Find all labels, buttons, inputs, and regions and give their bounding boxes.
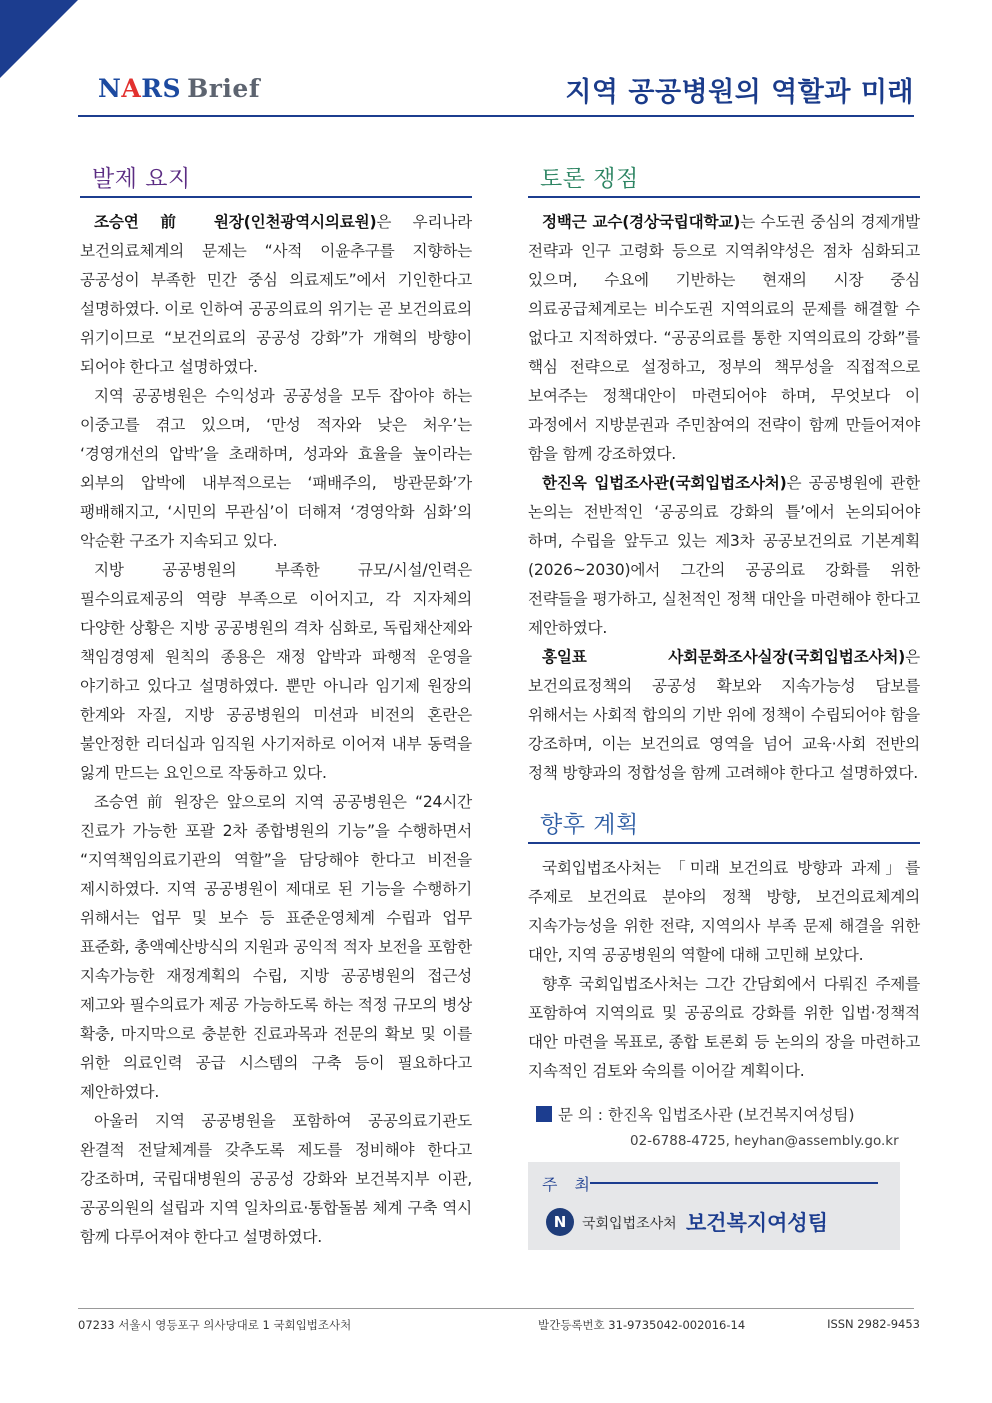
contact-line-1 (536, 1102, 920, 1128)
speaker-name: 홍일표 사회문화조사실장(국회입법조사처) (542, 648, 906, 666)
right-column (528, 160, 920, 1250)
paragraph-text: 는 수도권 중심의 경제개발 전략과 인구 고령화 등으로 지역취약성은 점차 심화되고 있으며, 수요에 기반하는 현재의 시장 중심 의료공급체계로는 비수도권 지역의료의 문제를 해결할 수 없다고 지적하였다. “공공의료를 통한 지역의료의 강화”를 핵심 전략으로 설정하고, 정부의 책무성을 직접적으로 보여주는 정책대안이 마련되어야 하며, 무엇보다 이 과정에서 지방분권과 주민참여의 전략이 함께 만들어져야 함을 함께 강조하였다. (528, 213, 920, 463)
speaker-name: 한진옥 입법조사관(국회입법조사처) (542, 474, 787, 492)
left-column (80, 160, 472, 1252)
plan-paragraph-1: 국회입법조사처는 「미래 보건의료 방향과 과제」를 주제로 보건의료 분야의 정책 방향, 보건의료체계의 지속가능성을 위한 전략, 지역의사 부족 문제 해결을 위한 대안, 지역 공공병원의 역할에 대해 고민해 보았다. (528, 859, 920, 964)
summary-paragraph-1 (80, 208, 472, 382)
debate-body (528, 208, 920, 788)
section-spacer (528, 788, 920, 806)
square-bullet-icon (536, 1106, 552, 1122)
logo-brief: Brief (187, 74, 261, 103)
summary-paragraph-2: 지역 공공병원은 수익성과 공공성을 모두 잡아야 하는 이중고를 겪고 있으며, ‘만성 적자와 낮은 처우’는 ‘경영개선의 압박’을 초래하며, 성과와 효율을 높이라는 외부의 압박에 내부적으로는 ‘패배주의, 방관문화’가 팽배해지고, ‘시민의 무관심’이 더해져 ‘경영악화 심화’의 악순환 구조가 지속되고 있다. (80, 387, 472, 550)
plan-paragraph-2: 향후 국회입법조사처는 그간 간담회에서 다뤄진 주제를 포함하여 지역의료 및 공공의료 강화를 위한 입법·정책적 대안 마련을 목표로, 종합 토론회 등 논의의 장을 마련하고 지속적인 검토와 숙의를 이어갈 계획이다. (528, 975, 920, 1080)
host-label: 주 최 (542, 1175, 596, 1194)
footer-divider (78, 1308, 914, 1309)
footer-address: 07233 서울시 영등포구 의사당대로 1 국회입법조사처 (78, 1318, 352, 1332)
debate-heading: 토론 쟁점 (528, 160, 920, 198)
summary-paragraph-4: 조승연 前 원장은 앞으로의 지역 공공병원은 “24시간 진료가 가능한 포괄 2차 종합병원의 기능”을 수행하면서 “지역책임의료기관의 역할”을 담당해야 한다고 비전을 제시하였다. 지역 공공병원이 제대로 된 기능을 수행하기 위해서는 업무 및 보수 등 표준운영체계 수립과 업무 표준화, 총액예산방식의 지원과 공익적 적자 보전을 포함한 지속가능한 재정계획의 수립, 지방 공공병원의 접근성 제고와 필수의료가 제공 가능하도록 하는 적정 규모의 병상 확충, 마지막으로 충분한 진료과목과 전문의 확보 및 이를 위한 의료인력 공급 시스템의 구축 등이 필요하다고 제안하였다. (80, 793, 472, 1101)
corner-triangle (0, 0, 78, 78)
contact-person: 문 의 : 한진옥 입법조사관 (보건복지여성팀) (558, 1106, 855, 1124)
footer-registration-number: 발간등록번호 31-9735042-002016-14 (538, 1318, 746, 1332)
summary-paragraph-3: 지방 공공병원의 부족한 규모/시설/인력은 필수의료제공의 역량 부족으로 이어지고, 각 지자체의 다양한 상황은 지방 공공병원의 격차 심화로, 독립채산제와 책임경영제 원칙의 종용은 재정 압박과 파행적 운영을 야기하고 있다고 설명하였다. 뿐만 아니라 임기제 원장의 한계와 자질, 지방 공공병원의 미션과 비전의 혼란은 불안정한 리더십과 임직원 사기저하로 이어져 내부 동력을 잃게 만드는 요인으로 작동하고 있다. (80, 561, 472, 782)
summary-heading: 발제 요지 (80, 160, 472, 198)
host-organization: 국회입법조사처 (582, 1216, 677, 1232)
host-divider (590, 1182, 878, 1184)
logo-n: N (98, 74, 122, 103)
speaker-name: 조승연 前 원장(인천광역시의료원) (94, 213, 377, 231)
debate-paragraph-2 (528, 469, 920, 643)
nars-emblem-icon: N (546, 1208, 574, 1236)
paragraph-text: 은 공공병원에 관한 논의는 전반적인 ‘공공의료 강화의 틀’에서 논의되어야 하며, 수립을 앞두고 있는 제3차 공공보건의료 기본계획(2026~2030)에서 그간의 공공의료 강화를 위한 전략들을 평가하고, 실천적인 정책 대안을 마련해야 한다고 제안하였다. (528, 474, 920, 637)
debate-paragraph-3 (528, 643, 920, 788)
summary-paragraph-5: 아울러 지역 공공병원을 포함하여 공공의료기관도 완결적 전달체계를 갖추도록 제도를 정비해야 한다고 강조하며, 국립대병원의 공공성 강화와 보건복지부 이관, 공공의원의 설립과 지역 일차의료·통합돌봄 체계 구축 역시 함께 다루어져야 한다고 설명하였다. (80, 1112, 472, 1246)
speaker-name: 정백근 교수(경상국립대학교) (542, 213, 741, 231)
page-title: 지역 공공병원의 역할과 미래 (565, 77, 914, 108)
logo-rs: RS (141, 74, 182, 103)
debate-paragraph-1 (528, 208, 920, 469)
paragraph-text: 은 보건의료정책의 공공성 확보와 지속가능성 담보를 위해서는 사회적 합의의 기반 위에 정책이 수립되어야 함을 강조하며, 이는 보건의료 영역을 넘어 교육·사회 전반의 정책 방향과의 정합성을 함께 고려해야 한다고 설명하였다. (528, 648, 920, 782)
header-divider (78, 115, 914, 117)
footer-issn: ISSN 2982-9453 (827, 1317, 920, 1331)
host-box (528, 1162, 900, 1250)
paragraph-text: 은 우리나라 보건의료체계의 문제는 “사적 이윤추구를 지향하는 공공성이 부족한 민간 중심 의료제도”에서 기인한다고 설명하였다. 이로 인하여 공공의료의 위기는 곧 보건의료의 위기이므로 “보건의료의 공공성 강화”가 개혁의 방향이 되어야 한다고 설명하였다. (80, 213, 472, 376)
plan-body (528, 854, 920, 1086)
nars-brief-logo (98, 74, 260, 103)
plan-heading: 향후 계획 (528, 806, 920, 844)
host-team: 보건복지여성팀 (686, 1211, 829, 1235)
summary-body (80, 208, 472, 1252)
logo-a: A (121, 74, 142, 103)
contact-info (528, 1102, 920, 1154)
contact-line-2: 02-6788-4725, heyhan@assembly.go.kr (630, 1133, 899, 1149)
